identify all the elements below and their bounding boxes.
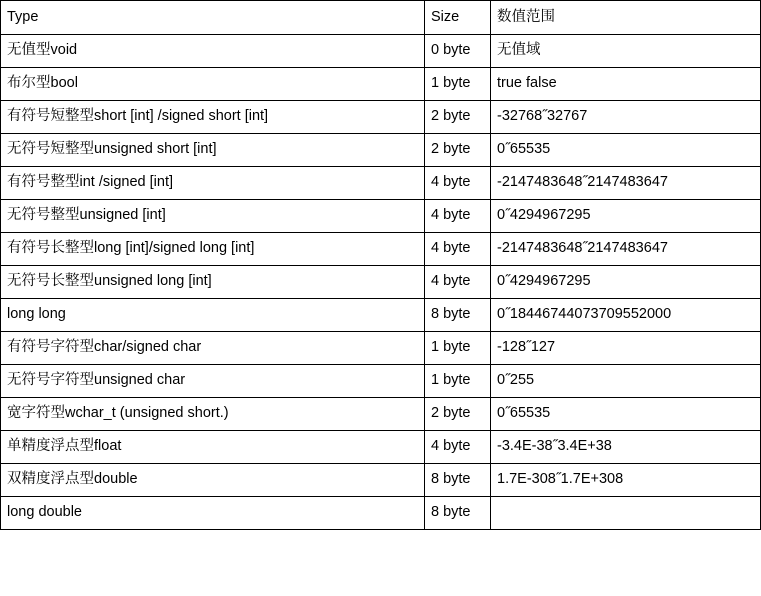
cell-type: 布尔型bool: [1, 68, 425, 101]
cell-size: 2 byte: [425, 398, 491, 431]
cell-type: 有符号字符型char/signed char: [1, 332, 425, 365]
cell-range: -3.4E-38˝3.4E+38: [491, 431, 761, 464]
table-row: [1, 35, 761, 68]
cell-size: 1 byte: [425, 365, 491, 398]
cell-type: 有符号长整型long [int]/signed long [int]: [1, 233, 425, 266]
table-row: [1, 398, 761, 431]
cell-range: 0˝65535: [491, 134, 761, 167]
cell-size: 4 byte: [425, 266, 491, 299]
cell-size: 2 byte: [425, 101, 491, 134]
table-row: [1, 332, 761, 365]
table-row: [1, 299, 761, 332]
table-row: [1, 200, 761, 233]
cell-size: 0 byte: [425, 35, 491, 68]
column-header-type: Type: [1, 1, 425, 35]
cell-range: 0˝255: [491, 365, 761, 398]
table-row: [1, 431, 761, 464]
cell-range: -2147483648˝2147483647: [491, 167, 761, 200]
cell-size: 4 byte: [425, 233, 491, 266]
cell-size: 1 byte: [425, 68, 491, 101]
cell-size: 8 byte: [425, 299, 491, 332]
table-row: [1, 68, 761, 101]
cell-size: 4 byte: [425, 200, 491, 233]
cell-range: 无值域: [491, 35, 761, 68]
cell-size: 4 byte: [425, 431, 491, 464]
column-header-range: 数值范围: [491, 1, 761, 35]
cell-range: 0˝65535: [491, 398, 761, 431]
cell-type: 有符号短整型short [int] /signed short [int]: [1, 101, 425, 134]
cell-type: long long: [1, 299, 425, 332]
table-row: [1, 464, 761, 497]
table-row: [1, 233, 761, 266]
cell-type: 单精度浮点型float: [1, 431, 425, 464]
cell-type: 无符号整型unsigned [int]: [1, 200, 425, 233]
cell-size: 4 byte: [425, 167, 491, 200]
table-row: [1, 266, 761, 299]
cell-type: 无符号长整型unsigned long [int]: [1, 266, 425, 299]
cell-range: -2147483648˝2147483647: [491, 233, 761, 266]
table-row: [1, 134, 761, 167]
cell-type: 无符号字符型unsigned char: [1, 365, 425, 398]
cell-range: true false: [491, 68, 761, 101]
cell-size: 8 byte: [425, 464, 491, 497]
cell-size: 8 byte: [425, 497, 491, 530]
cell-size: 1 byte: [425, 332, 491, 365]
table-header-row: [1, 1, 761, 35]
table-row: [1, 101, 761, 134]
column-header-size: Size: [425, 1, 491, 35]
cell-type: 无符号短整型unsigned short [int]: [1, 134, 425, 167]
table-row: [1, 365, 761, 398]
cell-range: [491, 497, 761, 530]
cell-range: -128˝127: [491, 332, 761, 365]
cell-range: -32768˝32767: [491, 101, 761, 134]
table-row: [1, 497, 761, 530]
cell-range: 1.7E-308˝1.7E+308: [491, 464, 761, 497]
cell-range: 0˝4294967295: [491, 200, 761, 233]
cell-type: 宽字符型wchar_t (unsigned short.): [1, 398, 425, 431]
cell-type: 双精度浮点型double: [1, 464, 425, 497]
cell-type: long double: [1, 497, 425, 530]
cell-size: 2 byte: [425, 134, 491, 167]
cell-type: 有符号整型int /signed [int]: [1, 167, 425, 200]
table-row: [1, 167, 761, 200]
cell-range: 0˝4294967295: [491, 266, 761, 299]
table-body: [1, 35, 761, 530]
cell-type: 无值型void: [1, 35, 425, 68]
cell-range: 0˝18446744073709552000: [491, 299, 761, 332]
